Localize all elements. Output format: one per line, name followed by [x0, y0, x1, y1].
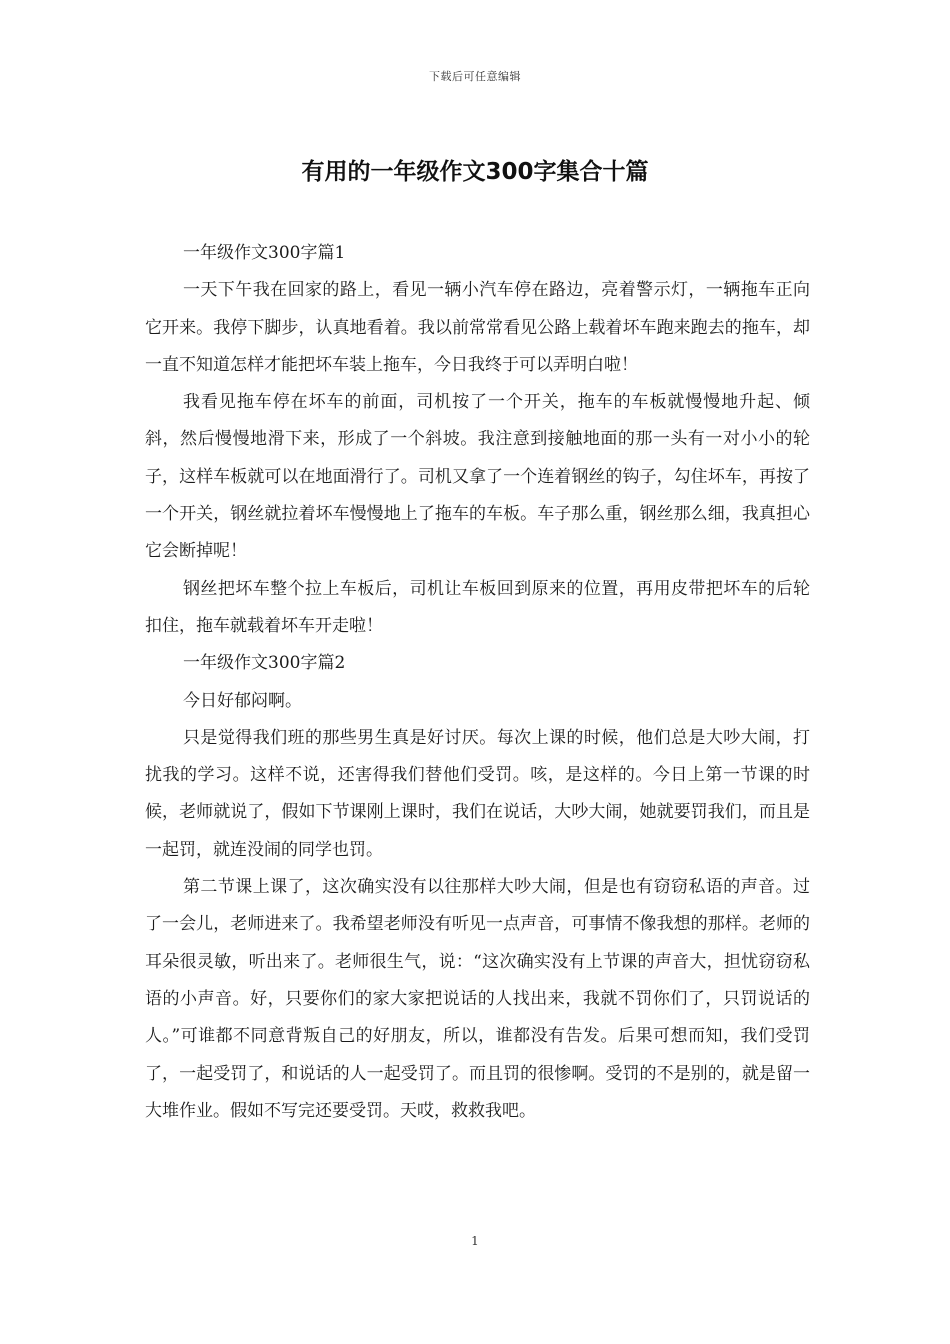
paragraph: 今日好郁闷啊。 [183, 690, 302, 711]
document-body [145, 235, 810, 1130]
header-note: 下载后可任意编辑 [429, 70, 521, 83]
document-title: 有用的一年级作文300字集合十篇 [301, 159, 649, 185]
paragraph: 第二节课上课了，这次确实没有以往那样大吵大闹，但是也有窃窃私语的声音。过了一会儿，老师进来了。我希望老师没有听见一点声音，可事情不像我想的那样。老师的耳朵很灵敏，听出来了。老师很生气，说：“这次确实没有上节课的声音大，担忧窃窃私语的小声音。好，只要你们的家大家把说话的人找出来，我就不罚你们了，只罚说话的人。”可谁都不同意背叛自己的好朋友，所以，谁都没有告发。后果可想而知，我们受罚了，一起受罚了，和说话的人一起受罚了。而且罚的很惨啊。受罚的不是别的，就是留一大堆作业。假如不写完还要受罚。天哎，救救我吧。 [145, 877, 810, 1121]
paragraph: 钢丝把坏车整个拉上车板后，司机让车板回到原来的位置，再用皮带把坏车的后轮扣住，拖车就载着坏车开走啦！ [145, 578, 810, 636]
paragraph: 只是觉得我们班的那些男生真是好讨厌。每次上课的时候，他们总是大吵大闹，打扰我的学习。这样不说，还害得我们替他们受罚。咳，是这样的。今日上第一节课的时候，老师就说了，假如下节课刚上课时，我们在说话，大吵大闹，她就要罚我们，而且是一起罚，就连没闹的同学也罚。 [145, 727, 810, 860]
section-heading-1: 一年级作文300字篇1 [183, 243, 346, 263]
page-number: 1 [471, 1234, 479, 1248]
paragraph: 一天下午我在回家的路上，看见一辆小汽车停在路边，亮着警示灯，一辆拖车正向它开来。我停下脚步，认真地看着。我以前常常看见公路上载着坏车跑来跑去的拖车，却一直不知道怎样才能把坏车装上拖车，今日我终于可以弄明白啦！ [145, 280, 810, 375]
paragraph: 我看见拖车停在坏车的前面，司机按了一个开关，拖车的车板就慢慢地升起、倾斜，然后慢慢地滑下来，形成了一个斜坡。我注意到接触地面的那一头有一对小小的轮子，这样车板就可以在地面滑行了。司机又拿了一个连着钢丝的钩子，勾住坏车，再按了一个开关，钢丝就拉着坏车慢慢地上了拖车的车板。车子那么重，钢丝那么细，我真担心它会断掉呢！ [145, 392, 810, 562]
section-heading-2: 一年级作文300字篇2 [183, 653, 346, 674]
